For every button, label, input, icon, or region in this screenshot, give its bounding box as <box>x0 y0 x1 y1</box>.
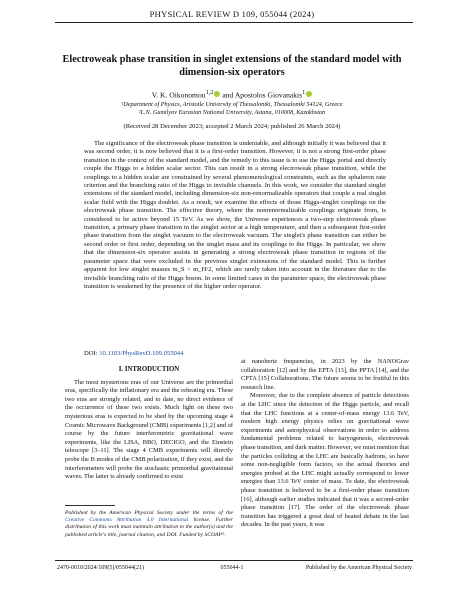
footer-publisher: Published by the American Physical Society <box>305 565 412 571</box>
paper-title: Electroweak phase transition in singlet extensions of the standard model with dimension-six operators <box>62 54 402 78</box>
author-1[interactable]: V. K. Oikonomou <box>151 90 206 100</box>
body-paragraph: The most mysterious eras of our Universe are the primordial eras, specifically the inflationary era and the reheating era. These two eras are strongly related, and to date, no direct evidence of the occurrence of these two exists. Much light on these two mysterious eras is expected to be shed by the upcoming stage 4 Cosmic Microwave Background (CMB) experiments [1,2] and of course by the future interferometric gravitational wave experiments, like the LISA, BBO, DECIGO, and the Einstein telescope [3–11]. The stage 4 CMB experiments will directly probe the B modes of the CMB polarization, if they exist, and the interferometers will probe the stochastic primordial gravitational waves. The latter is already confirmed to exist <box>65 378 233 481</box>
right-column <box>241 358 409 530</box>
author-1-affiliation-marks: 1,2 <box>205 89 214 96</box>
page-number: 055044-1 <box>220 565 244 571</box>
footer-rule <box>55 560 413 561</box>
received-dates: (Received 28 December 2023; accepted 2 March 2024; published 26 March 2024) <box>123 123 341 130</box>
doi-prefix: DOI: <box>84 350 100 357</box>
license-footnote <box>65 510 233 539</box>
orcid-icon[interactable] <box>306 91 312 97</box>
author-2[interactable]: Apostolos Giovanakis <box>234 90 303 100</box>
left-column <box>65 358 233 482</box>
affiliation-2: ²L.N. Gumilyov Eurasian National University, Astana, 010008, Kazakhstan <box>138 109 326 116</box>
author-separator: and <box>220 90 235 100</box>
affiliation-1: ¹Department of Physics, Aristotle University of Thessaloniki, Thessaloniki 54124, Greece <box>121 101 343 108</box>
footnote-text: Published by the American Physical Society under the terms of the <box>65 510 233 516</box>
body-paragraph: at nanohertz frequencies, in 2023 by the NANOGrav collaboration [12] and by the EPTA [13], the PPTA [14], and the CPTA [15] Collaborations. The future seems to be fruitful in this research line. <box>241 358 409 391</box>
section-heading: I. INTRODUCTION <box>118 366 180 373</box>
running-head: PHYSICAL REVIEW D 109, 055044 (2024) <box>149 9 315 19</box>
footnote-text: license. Further distribution of this work must maintain attribution to the author(s) and the published article's title, journal citation, and DOI. Funded by SCOAP³. <box>65 517 233 538</box>
footer-issn: 2470-0010/2024/109(5)/055044(21) <box>57 565 144 571</box>
doi-link[interactable]: 10.1103/PhysRevD.109.055044 <box>99 350 184 357</box>
doi-line <box>84 350 183 357</box>
author-line <box>60 89 404 100</box>
author-2-affiliation-marks: 1 <box>302 89 306 96</box>
license-link[interactable]: Creative Commons Attribution 4.0 International <box>65 517 189 524</box>
footnote-rule <box>65 505 115 506</box>
body-paragraph: Moreover, due to the complete absence of particle detections at the LHC since the detection of the Higgs particle, and recall that the LHC functions at a center-of-mass energy 13.6 TeV, modern high energy physics relies on gravitational wave experiments and astrophysical observations in order to address fundamental problems related to baryogenesis, electroweak phase transition, and dark matter. However, we must mention that the particles colliding at the LHC are basically hadrons, so have some non-negligible form factors, so the actual theories and energies probed at the LHC might actually correspond to lower energies than 13.6 TeV center of mass. To date, the electroweak phase transition is believed to be a first-order phase transition [16], although earlier studies indicated that it was a second-order phase transition [17]. The order of the electroweak phase transition has triggered a great deal of heated debate in the last decades. In the past years, it was <box>241 392 409 529</box>
abstract: The significance of the electroweak phase transition is undeniable, and although initially it was believed that it was second order, it is now believed that it is a first-order transition. However, it is not a strong first-order phase transition in the context of the standard model, and the remedy to this issue is to use the Higgs portal and directly couple the Higgs to a hidden scalar sector. This can result in a strong electroweak phase transition, while the couplings to a hidden scalar are constrained by several phenomenological constraints, such as the sphaleron rate criterion and the branching ratio of the Higgs to invisible channels. In this work, we consider the standard singlet extensions of the standard model, including dimension-six non-renormalizable operators that couple a real singlet scalar field with the Higgs doublet. As a result, we examine the effects of those Higgs-singlet couplings on the electroweak phase transition. The effective theory, where the nonrenormalizable couplings originate from, is considered to be active beyond 15 TeV. As we show, the Universe experiences a two-step electroweak phase transition, a primary phase transition in the singlet sector at a high temperature, and then a subsequent first-order phase transition from the singlet vacuum to the electroweak vacuum. The singlet's phase transition can either be second order or first order, depending on the singlet mass and its couplings to the Higgs. In particular, we show that the dimension-six operator assists in generating a strong electroweak phase transition in regions of the parameter space that were excluded in the previous singlet extensions of the standard model. This is further apparent for low singlet masses m_S < m_H/2, which are rarely taken into account in the literature due to the invisible branching ratio of the Higgs boson. In some limited cases in the parameter space, the electroweak phase transition is weakened by the presence of the higher order operator. <box>84 140 386 290</box>
header-rule <box>55 22 413 23</box>
